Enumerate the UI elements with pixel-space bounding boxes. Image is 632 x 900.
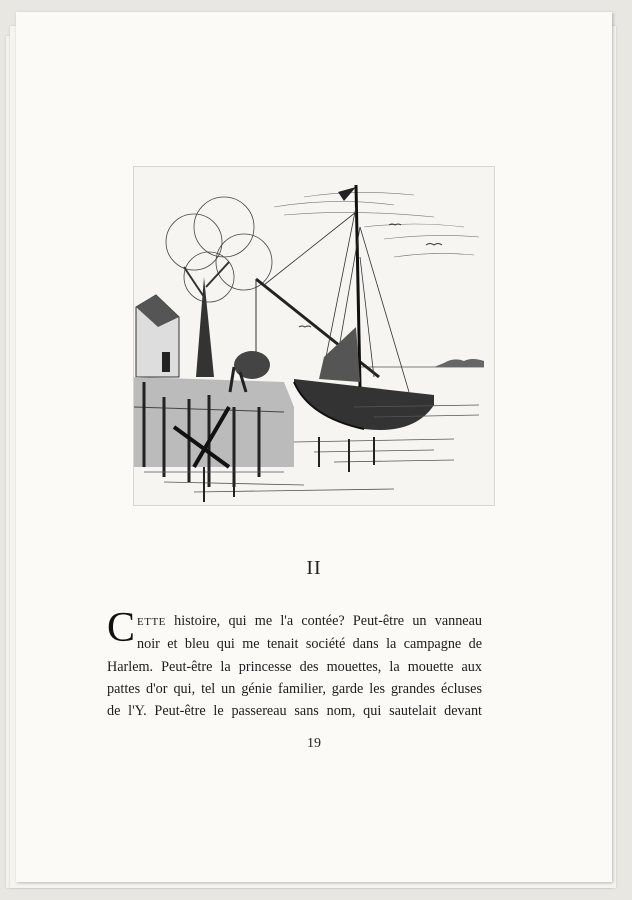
text-line: noir et bleu qui me tenait société dans la campagne de <box>137 636 482 653</box>
book-page <box>16 12 612 882</box>
body-paragraph <box>107 605 482 722</box>
text-line: Harlem. Peut-être la princesse des mouettes, la mouette aux <box>107 658 482 675</box>
page-number: 19 <box>307 736 321 751</box>
small-caps-opening: ETTE <box>137 616 166 628</box>
text-line: de l'Y. Peut-être le passereau sans nom, qui sautelait devant <box>107 703 482 720</box>
text-line: histoire, qui me l'a contée? Peut-être un vanneau <box>165 613 482 629</box>
chapter-heading: II <box>306 557 322 579</box>
etching-illustration <box>133 166 495 506</box>
drop-cap: C <box>107 605 136 651</box>
text-line: pattes d'or qui, tel un génie familier, garde les grandes écluses <box>107 680 482 697</box>
